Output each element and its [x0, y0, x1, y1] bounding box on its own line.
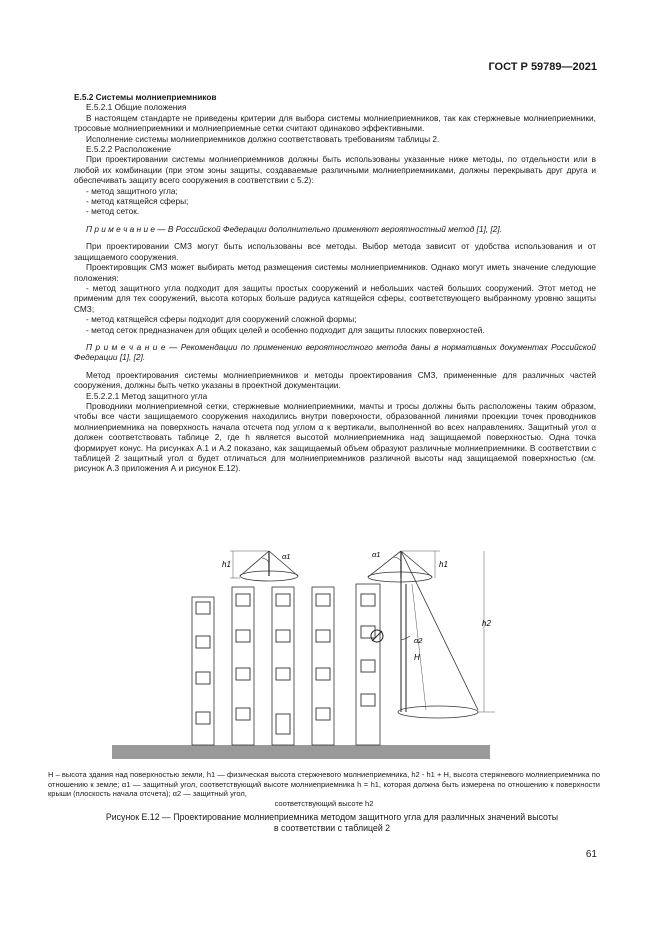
standard-id: ГОСТ Р 59789—2021 — [488, 61, 597, 73]
building-columns — [192, 584, 380, 745]
earthing-symbol — [371, 630, 383, 642]
figure-caption — [40, 812, 624, 834]
building-column — [192, 597, 214, 745]
body-text — [74, 92, 596, 474]
label-h1: h1 — [222, 560, 231, 569]
tall-rod-and-cone — [398, 551, 495, 718]
caption-line: Рисунок Е.12 — Проектирование молниеприемника методом защитного угла для различных значений высоты — [105, 812, 559, 822]
label-h1: h1 — [439, 560, 448, 569]
paragraph: Исполнение системы молниеприемников должно соответствовать требованиям таблицы 2. — [86, 133, 440, 144]
rooftop-cone-left — [222, 551, 298, 581]
subsection-heading: Е.5.2.2.1 Метод защитного угла — [86, 390, 208, 401]
ground-strip — [112, 745, 490, 759]
paragraph: При проектировании системы молниеприемников должны быть использованы указанные ниже методы, по отдельности или в любой их комбинации (при этом зоны защиты, создаваемые различными молниеприемниками, должны перекрывать друг друга и обеспечивать защиту всего сооружения в соответствии с 5.2): — [74, 154, 596, 186]
building-column — [312, 587, 334, 745]
subsection-heading: Е.5.2.1 Общие положения — [86, 102, 187, 113]
section-title: Е.5.2 Системы молниеприемников — [74, 92, 217, 102]
legend-text: соответствующий высоте h2 — [274, 798, 374, 808]
building-column — [272, 587, 294, 745]
paragraph: Метод проектирования системы молниеприемников и методы проектирования СМЗ, примененные для различных частей сооружения, должны быть четко указаны в проектной документации. — [74, 369, 596, 391]
building-column — [356, 584, 380, 745]
note-label: П р и м е ч а н и е — [86, 341, 166, 352]
legend-text: H – высота здания над поверхностью земли, h1 — физическая высота стержневого молниеприемника, h2 - h1 + H, высота стержневого молниеприемника по отношению к земле; α1 — защитный угол, соответствующий высоте молниеприемника h = h1, которая должна быть измерена по отношению к поверхности крыши (плоскость начала отсчета); α2 — защитный угол, — [48, 770, 600, 799]
paragraph: - метод защитного угла подходит для защиты простых сооружений и небольших частей больших сооружений. Этот метод не применим для тех сооружений, высота которых больше радиуса катящейся сферы, соответствующего выбранному уровню защиты СМЗ; — [74, 282, 596, 314]
subsection-heading: Е.5.2.2 Расположение — [86, 144, 171, 155]
list-item: - метод защитного угла; — [86, 185, 178, 196]
label-H: H — [414, 653, 420, 662]
paragraph: В настоящем стандарте не приведены критерии для выбора системы молниеприемников, так как стержневые молниеприемники, тросовые молниеприемники и молниеприемные сетки считают одинаково эффективными. — [74, 112, 596, 134]
lightning-protection-figure — [0, 540, 661, 765]
paragraph: Проектировщик СМЗ может выбирать метод размещения системы молниеприемников. Однако могут иметь значение следующие положения: — [74, 262, 596, 283]
building-column — [232, 587, 254, 745]
label-a1: α1 — [372, 550, 381, 559]
windows — [196, 594, 375, 734]
label-h2: h2 — [482, 619, 491, 628]
note — [74, 342, 596, 363]
page-number: 61 — [585, 849, 597, 860]
paragraph: При проектировании СМЗ могут быть использованы все методы. Выбор метода зависит от удобства использования и от защищаемого сооружения. — [74, 241, 596, 262]
note-text: — В Российской Федерации дополнительно применяют вероятностный метод [1], [2]. — [155, 223, 503, 234]
paragraph: - метод сеток предназначен для общих целей и особенно подходит для защиты плоских поверхностей. — [86, 324, 485, 335]
paragraph: - метод катящейся сферы подходит для сооружений сложной формы; — [86, 314, 357, 325]
paragraph: Проводники молниеприемной сетки, стержневые молниеприемники, мачты и тросы должны быть расположены таким образом, чтобы все части защищаемого сооружения находились внутри поверхности, образованной линиями проекции точек проводников молниеприемника на поверхность начала отсчета под углом α к вертикали, выполненной во всех направлениях. Защитный угол α должен соответствовать таблице 2, где h является высотой молниеприемника над защищаемой поверхностью. Одна точка формирует конус. На рисунках А.1 и А.2 показано, как защищаемый объем образуют различные молниеприемники. В соответствии с таблицей 2 защитный угол α будет отличаться для молниеприемников различной высоты над защищаемой поверхностью (см. рисунок А.3 приложения А и рисунок Е.12). — [74, 400, 596, 474]
list-item: - метод катящейся сферы; — [86, 196, 189, 207]
caption-line: в соответствии с таблицей 2 — [273, 823, 391, 833]
label-a2: α2 — [414, 636, 423, 645]
figure-legend — [48, 770, 600, 808]
note-label: П р и м е ч а н и е — [86, 223, 155, 234]
note-text: — Рекомендации по применению вероятностного метода даны в нормативных документах Российской Федерации [1], [2]. — [74, 341, 596, 363]
list-item: - метод сеток. — [86, 206, 140, 217]
note — [74, 224, 596, 234]
label-a1: α1 — [282, 552, 291, 561]
